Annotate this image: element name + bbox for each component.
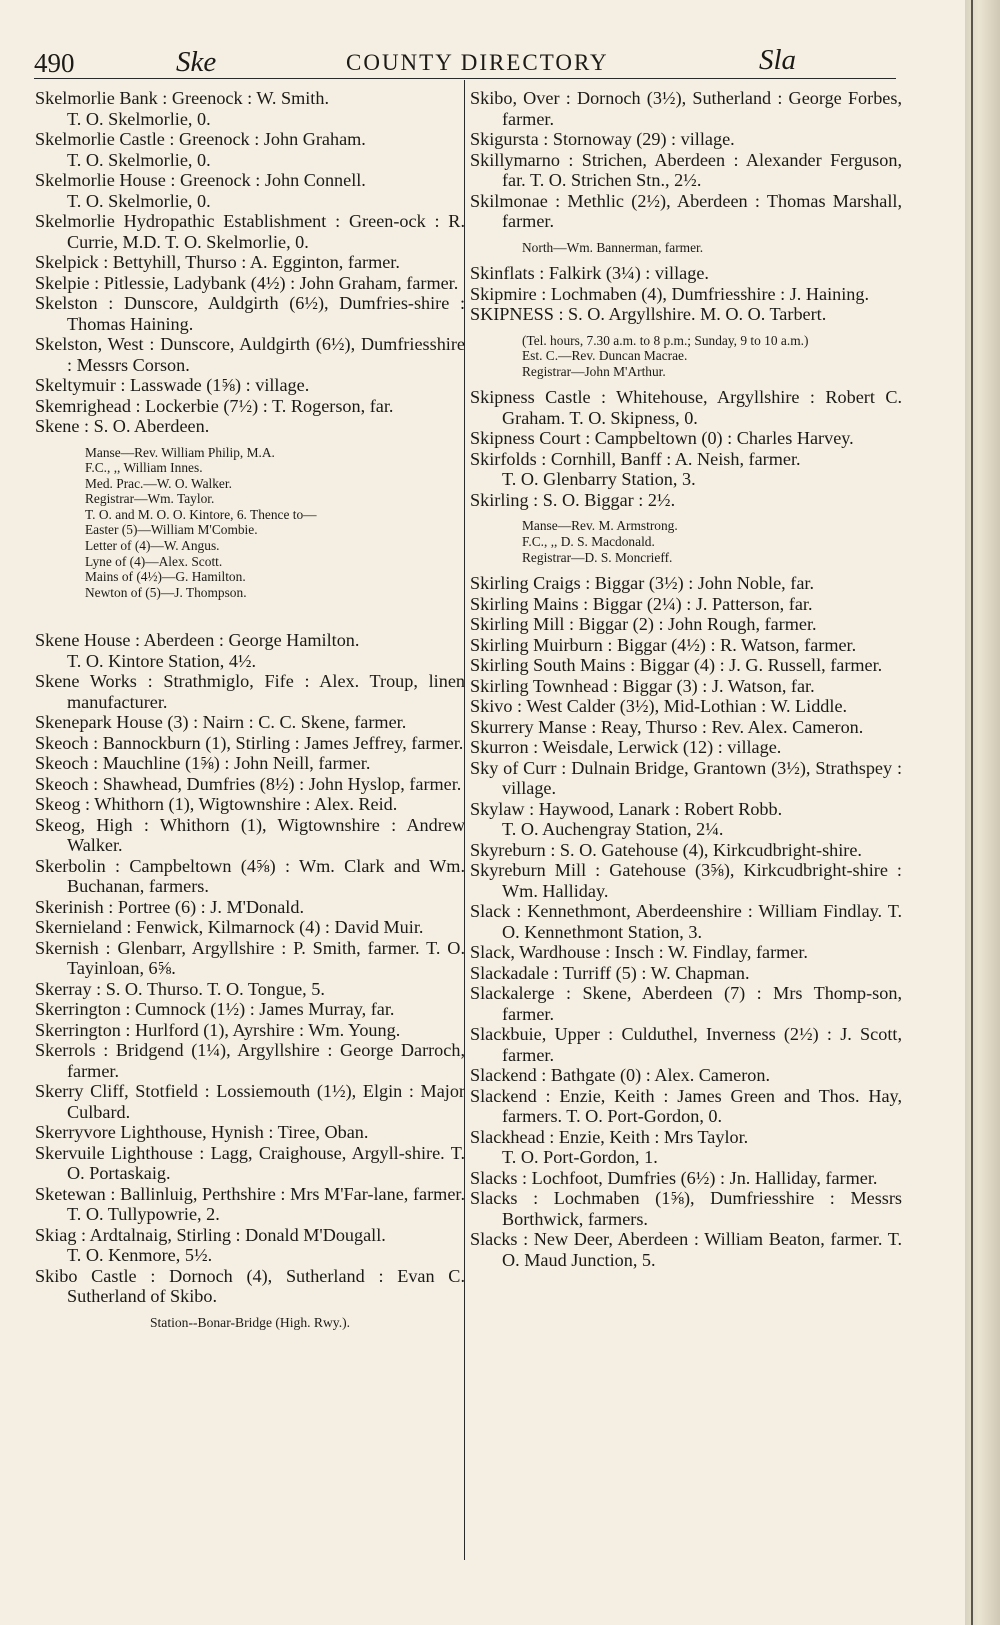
directory-entry: Skurrery Manse : Reay, Thurso : Rev. Alex. Cameron.: [470, 716, 864, 737]
directory-entry: Skeog : Whithorn (1), Wigtownshire : Alex. Reid.: [35, 794, 398, 815]
directory-entry: Slackend : Enzie, Keith : James Green and Thos. Hay, farmers. T. O. Port-Gordon, 0.: [470, 1085, 902, 1127]
directory-entry: Slackadale : Turriff (5) : W. Chapman.: [470, 962, 750, 983]
directory-entry: Skerinish : Portree (6) : J. M'Donald.: [35, 896, 304, 917]
right-entries-c: [470, 387, 902, 510]
directory-entry: Skernish : Glenbarr, Argyllshire : P. Smith, farmer. T. O. Tayinloan, 6⅝.: [35, 937, 465, 979]
directory-entry: Slackhead : Enzie, Keith : Mrs Taylor.: [470, 1126, 749, 1147]
note-line: Registrar—D. S. Moncrieff.: [522, 549, 673, 565]
directory-entry: Slackend : Bathgate (0) : Alex. Cameron.: [470, 1065, 771, 1086]
directory-entry: Skipness Castle : Whitehouse, Argyllshire : Robert C. Graham. T. O. Skipness, 0.: [470, 387, 902, 428]
directory-entry: Skelpick : Bettyhill, Thurso : A. Egginton, farmer.: [35, 252, 400, 272]
directory-entry: Skerrington : Hurlford (1), Ayrshire : Wm. Young.: [35, 1019, 401, 1040]
note-line: Med. Prac.—W. O. Walker.: [85, 475, 232, 491]
entry-continuation: T. O. Skelmorlie, 0.: [67, 108, 211, 129]
directory-entry: Sketewan : Ballinluig, Perthshire : Mrs M'Far-lane, farmer. T. O. Tullypowrie, 2.: [35, 1183, 465, 1225]
book-gutter-edge: [965, 0, 1000, 1625]
left-guide-word: Ske: [176, 46, 217, 78]
left-column: [35, 88, 465, 1337]
directory-entry: Skirling Muirburn : Biggar (4½) : R. Watson, farmer.: [470, 634, 857, 655]
note-line: Est. C.—Rev. Duncan Macrae.: [522, 348, 688, 364]
entry-continuation: T. O. Port-Gordon, 1.: [502, 1147, 658, 1168]
skene-notes: [35, 445, 465, 601]
directory-entry: Skene : S. O. Aberdeen.: [35, 416, 210, 436]
entry-continuation: T. O. Kintore Station, 4½.: [67, 650, 257, 671]
note-line: Registrar—John M'Arthur.: [522, 363, 666, 379]
note-line: Manse—Rev. William Philip, M.A.: [85, 444, 275, 460]
directory-entry: Skernieland : Fenwick, Kilmarnock (4) : David Muir.: [35, 917, 424, 938]
directory-entry: SKIPNESS : S. O. Argyllshire. M. O. O. Tarbert.: [470, 304, 827, 325]
note-line: T. O. and M. O. O. Kintore, 6. Thence to—: [85, 506, 317, 522]
directory-entry: Skirling Mill : Biggar (2) : John Rough, farmer.: [470, 614, 817, 635]
directory-entry: Skylaw : Haywood, Lanark : Robert Robb.: [470, 798, 783, 819]
right-guide-word: Sla: [759, 44, 797, 76]
directory-entry: Skirling Craigs : Biggar (3½) : John Noble, far.: [470, 573, 815, 594]
directory-entry: Skerray : S. O. Thurso. T. O. Tongue, 5.: [35, 978, 325, 999]
note-line: F.C., ,, William Innes.: [85, 460, 203, 476]
directory-entry: Skemrighead : Lockerbie (7½) : T. Rogerson, far.: [35, 395, 394, 416]
right-entries-d: [470, 573, 902, 1270]
right-entries-b: [470, 263, 902, 325]
skilmonae-note: [470, 240, 902, 256]
page-number: 490: [34, 48, 75, 78]
entry-continuation: T. O. Auchengray Station, 2¼.: [502, 819, 724, 840]
note-line: Registrar—Wm. Taylor.: [85, 491, 215, 507]
directory-entry: Slackbuie, Upper : Culduthel, Inverness (2½) : J. Scott, farmer.: [470, 1024, 902, 1065]
directory-entry: Skurron : Weisdale, Lerwick (12) : village.: [470, 737, 782, 758]
directory-entry: Skelmorlie Hydropathic Establishment : Green-ock : R. Currie, M.D. T. O. Skelmorlie, 0.: [35, 211, 465, 252]
directory-entry: Slacks : New Deer, Aberdeen : William Beaton, farmer. T. O. Maud Junction, 5.: [470, 1229, 902, 1270]
page-title: COUNTY DIRECTORY: [346, 50, 609, 75]
right-entries-a: [470, 88, 902, 232]
directory-entry: Skerrols : Bridgend (1¼), Argyllshire : George Darroch, farmer.: [35, 1040, 465, 1081]
skirling-notes: [470, 518, 902, 565]
note-line: Lyne of (4)—Alex. Scott.: [85, 553, 223, 569]
note-line: (Tel. hours, 7.30 a.m. to 8 p.m.; Sunday, 9 to 10 a.m.): [522, 332, 809, 348]
directory-entry: Skibo, Over : Dornoch (3½), Sutherland : George Forbes, farmer.: [470, 88, 902, 129]
directory-entry: Skelston, West : Dunscore, Auldgirth (6½), Dumfriesshire : Messrs Corson.: [35, 334, 465, 375]
directory-entry: Skeltymuir : Lasswade (1⅝) : village.: [35, 375, 310, 395]
directory-entry: Skirling : S. O. Biggar : 2½.: [470, 489, 676, 510]
note-line: Letter of (4)—W. Angus.: [85, 538, 220, 554]
note-line: Easter (5)—William M'Combie.: [85, 522, 258, 538]
directory-entry: Skinflats : Falkirk (3¼) : village.: [470, 263, 709, 284]
directory-entry: Skirling Mains : Biggar (2¼) : J. Patterson, far.: [470, 593, 813, 614]
skipness-notes: [470, 333, 902, 380]
directory-entry: Skene Works : Strathmiglo, Fife : Alex. Troup, linen manufacturer.: [35, 671, 465, 712]
left-entries-a: [35, 88, 465, 437]
directory-entry: Skirling South Mains : Biggar (4) : J. G. Russell, farmer.: [470, 655, 883, 676]
directory-entry: Skeoch : Bannockburn (1), Stirling : James Jeffrey, farmer.: [35, 732, 464, 753]
directory-entry: Skerryvore Lighthouse, Hynish : Tiree, Oban.: [35, 1122, 369, 1143]
directory-entry: Skillymarno : Strichen, Aberdeen : Alexander Ferguson, far. T. O. Strichen Stn., 2½.: [470, 149, 902, 190]
directory-entry: Skipmire : Lochmaben (4), Dumfriesshire : J. Haining.: [470, 283, 870, 304]
entry-continuation: T. O. Glenbarry Station, 3.: [502, 469, 696, 490]
entry-continuation: T. O. Skelmorlie, 0.: [67, 190, 211, 211]
directory-entry: Skirfolds : Cornhill, Banff : A. Neish, farmer.: [470, 448, 801, 469]
directory-entry: Skirling Townhead : Biggar (3) : J. Watson, far.: [470, 675, 815, 696]
directory-entry: Skervuile Lighthouse : Lagg, Craighouse, Argyll-shire. T. O. Portaskaig.: [35, 1142, 465, 1184]
note-line: Manse—Rev. M. Armstrong.: [522, 518, 678, 534]
directory-entry: Skelmorlie House : Greenock : John Connell.: [35, 170, 366, 190]
directory-entry: Slack, Wardhouse : Insch : W. Findlay, farmer.: [470, 942, 808, 963]
directory-entry: Skerbolin : Campbeltown (4⅝) : Wm. Clark and Wm. Buchanan, farmers.: [35, 855, 465, 897]
directory-entry: Skene House : Aberdeen : George Hamilton.: [35, 630, 360, 651]
directory-entry: Slacks : Lochmaben (1⅝), Dumfriesshire : Messrs Borthwick, farmers.: [470, 1188, 902, 1229]
directory-entry: Skelmorlie Bank : Greenock : W. Smith.: [35, 88, 330, 108]
directory-entry: Skerry Cliff, Stotfield : Lossiemouth (1½), Elgin : Major Culbard.: [35, 1081, 465, 1122]
directory-entry: Skenepark House (3) : Nairn : C. C. Skene, farmer.: [35, 712, 407, 733]
directory-entry: Skerrington : Cumnock (1½) : James Murray, far.: [35, 999, 395, 1020]
directory-entry: Skivo : West Calder (3½), Mid-Lothian : W. Liddle.: [470, 696, 848, 717]
directory-entry: Skipness Court : Campbeltown (0) : Charles Harvey.: [470, 428, 854, 449]
directory-entry: Slackalerge : Skene, Aberdeen (7) : Mrs Thomp-son, farmer.: [470, 983, 902, 1024]
entry-continuation: T. O. Kenmore, 5½.: [67, 1245, 213, 1266]
directory-entry: Skilmonae : Methlic (2½), Aberdeen : Thomas Marshall, farmer.: [470, 190, 902, 231]
directory-entry: Skeoch : Shawhead, Dumfries (8½) : John Hyslop, farmer.: [35, 773, 462, 794]
directory-entry: Skyreburn : S. O. Gatehouse (4), Kirkcudbright-shire.: [470, 839, 862, 860]
note-line: Newton of (5)—J. Thompson.: [85, 584, 247, 600]
note-line: F.C., ,, D. S. Macdonald.: [522, 533, 655, 549]
note-line: North—Wm. Bannerman, farmer.: [522, 239, 704, 255]
directory-entry: Slacks : Lochfoot, Dumfries (6½) : Jn. Halliday, farmer.: [470, 1167, 878, 1188]
directory-entry: Skelpie : Pitlessie, Ladybank (4½) : John Graham, farmer.: [35, 272, 459, 293]
skibo-station-note: Station--Bonar-Bridge (High. Rwy.).: [149, 1314, 351, 1330]
directory-entry: Skelmorlie Castle : Greenock : John Graham.: [35, 129, 366, 149]
directory-entry: Skeoch : Mauchline (1⅝) : John Neill, farmer.: [35, 753, 371, 774]
note-line: Mains of (4½)—G. Hamilton.: [85, 569, 246, 585]
right-column: [470, 88, 902, 1270]
directory-entry: Skeog, High : Whithorn (1), Wigtownshire : Andrew Walker.: [35, 814, 465, 856]
directory-entry: Skibo Castle : Dornoch (4), Sutherland : Evan C. Sutherland of Skibo.: [35, 1265, 465, 1307]
directory-entry: Skelston : Dunscore, Auldgirth (6½), Dumfries-shire : Thomas Haining.: [35, 293, 465, 334]
entry-continuation: T. O. Skelmorlie, 0.: [67, 149, 211, 170]
directory-entry: Sky of Curr : Dulnain Bridge, Grantown (3½), Strathspey : village.: [470, 757, 902, 799]
header-rule: [34, 78, 896, 79]
directory-entry: Skigursta : Stornoway (29) : village.: [470, 129, 735, 149]
directory-entry: Slack : Kennethmont, Aberdeenshire : William Findlay. T. O. Kennethmont Station, 3.: [470, 901, 902, 942]
directory-entry: Skiag : Ardtalnaig, Stirling : Donald M'Dougall.: [35, 1224, 386, 1245]
directory-entry: Skyreburn Mill : Gatehouse (3⅝), Kirkcudbright-shire : Wm. Halliday.: [470, 860, 902, 901]
left-entries-b: [35, 630, 465, 1307]
